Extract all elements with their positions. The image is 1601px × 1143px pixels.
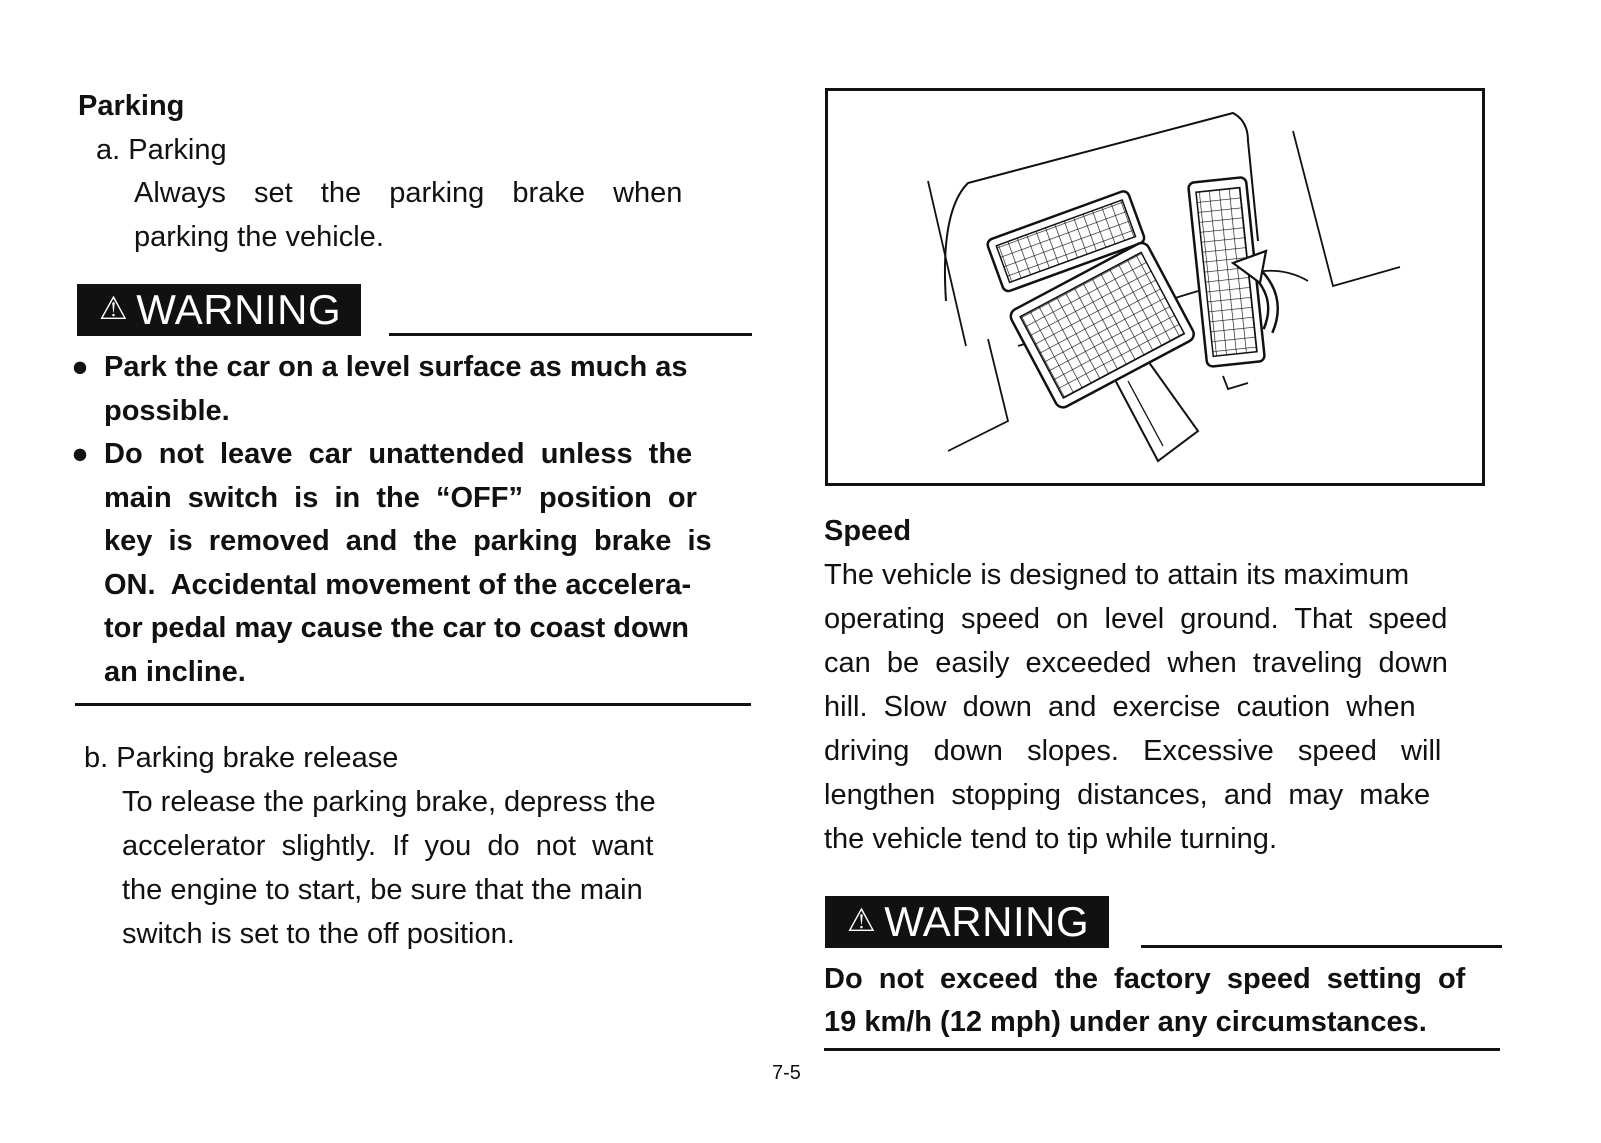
section-b-line: accelerator slightly. If you do not want (122, 830, 654, 862)
speed-line: hill. Slow down and exercise caution when (824, 691, 1416, 723)
bullet-icon: ● (71, 438, 89, 470)
speed-line: The vehicle is designed to attain its maximum (824, 559, 1410, 591)
bullet-icon: ● (71, 351, 89, 383)
page-number: 7-5 (772, 1062, 801, 1084)
section-a-label: a. Parking (96, 134, 227, 166)
bullet-2-line: ON. Accidental movement of the accelera- (104, 568, 692, 601)
parking-heading: Parking (78, 90, 185, 122)
bullet-2-line: tor pedal may cause the car to coast down (104, 612, 689, 644)
warning-bullet-list (70, 346, 746, 694)
section-b-line: the engine to start, be sure that the main (122, 874, 643, 906)
pedals-drawing (828, 91, 1482, 483)
warning-header-right (825, 896, 1502, 948)
warning-underline (389, 333, 752, 336)
section-b-line: switch is set to the off position. (122, 918, 515, 950)
pedals-illustration (825, 88, 1485, 486)
bullet-2-line: an incline. (104, 655, 246, 688)
bullet-1-line: possible. (104, 394, 230, 427)
warning-label: WARNING (136, 286, 342, 333)
section-b-label: b. Parking brake release (84, 742, 399, 774)
warning-underline (1141, 945, 1502, 948)
speed-line: can be easily exceeded when traveling down (824, 647, 1448, 679)
warning-end-rule-left (75, 703, 751, 706)
speed-line: driving down slopes. Excessive speed will (824, 735, 1442, 767)
speed-line: the vehicle tend to tip while turning. (824, 823, 1277, 855)
speed-line: lengthen stopping distances, and may make (824, 779, 1431, 811)
bullet-2-line: Do not leave car unattended unless the (104, 438, 693, 470)
speed-text (824, 553, 1494, 861)
bullet-1-line: Park the car on a level surface as much as (104, 351, 688, 383)
warning-end-rule-right (824, 1048, 1500, 1051)
bullet-2-line: main switch is in the “OFF” position or (104, 481, 697, 514)
speed-heading: Speed (824, 515, 912, 547)
warning-label: WARNING (884, 898, 1090, 945)
speed-line: operating speed on level ground. That speed (824, 603, 1448, 635)
bullet-2-line: key is removed and the parking brake is (104, 525, 712, 557)
section-a-text-line1: Always set the parking brake when (134, 177, 683, 209)
warning-triangle-icon: ⚠ (847, 902, 877, 938)
warning-label-box (77, 284, 361, 336)
speed-warning-text (824, 958, 1494, 1044)
warning-triangle-icon: ⚠ (99, 290, 129, 326)
warning-header-left (77, 284, 752, 336)
speed-warning-line: Do not exceed the factory speed setting of (824, 963, 1466, 995)
section-a-text-line2: parking the vehicle. (134, 221, 384, 253)
speed-warning-line: 19 km/h (12 mph) under any circumstances. (824, 1006, 1427, 1038)
section-b-line: To release the parking brake, depress the (122, 786, 656, 818)
warning-label-box (825, 896, 1109, 948)
warning-bullet-2 (70, 433, 746, 694)
warning-bullet-1 (70, 346, 746, 433)
section-b-text (122, 780, 742, 956)
